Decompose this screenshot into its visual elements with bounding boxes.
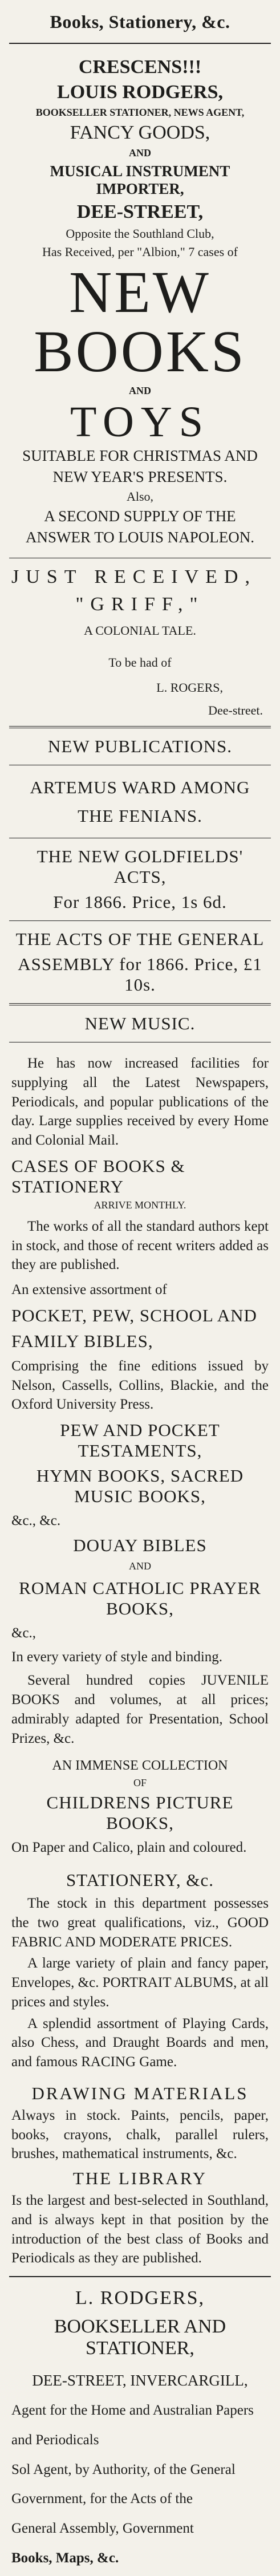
library-paragraph: Is the largest and best-selected in Southland, and is always kept in that position by the introduction of the best class of Books and Periodicals as they are published. bbox=[11, 2193, 269, 2266]
testaments-heading: PEW AND POCKET TESTAMENTS, bbox=[60, 1420, 220, 1461]
footer-sol-line-4: Books, Maps, &c. bbox=[11, 2550, 119, 2566]
goldfields-notice bbox=[11, 838, 269, 920]
and-connector: AND bbox=[129, 385, 151, 396]
assembly-acts-notice bbox=[11, 921, 269, 1003]
douay-heading: DOUAY BIBLES bbox=[73, 1535, 207, 1555]
opposite-line: Opposite the Southland Club, bbox=[66, 226, 214, 241]
new-music-heading: NEW MUSIC. bbox=[84, 1013, 196, 1034]
footer-sol-line-1: Sol Agent, by Authority, of the General bbox=[11, 2461, 236, 2477]
rodgers-advert bbox=[11, 44, 269, 558]
new-year-line: NEW YEAR'S PRESENTS. bbox=[52, 468, 228, 485]
to-be-had: To be had of bbox=[108, 655, 172, 670]
just-received: JUST RECEIVED, bbox=[11, 566, 257, 587]
intro-paragraph: He has now increased facilities for supplying all the Latest Newspapers, Periodicals, and popular publications of the day. Large supplies received by every Home and Colonial Mail. bbox=[11, 1056, 269, 1149]
etc-line: &c., bbox=[11, 1625, 36, 1641]
drawing-heading: DRAWING MATERIALS bbox=[31, 2083, 249, 2103]
griff-advert bbox=[11, 558, 269, 726]
playing-cards-paragraph: A splendid assortment of Playing Cards, also Chess, and Draught Boards and men, and famous RACING Game. bbox=[11, 2015, 269, 2070]
section-header: Books, Stationery, &c. bbox=[50, 11, 230, 32]
of-connector: OF bbox=[133, 1777, 147, 1789]
toys-display: TOYS bbox=[70, 398, 210, 446]
footer-address: DEE-STREET, INVERCARGILL, bbox=[32, 2372, 248, 2390]
colonial-tale: A COLONIAL TALE. bbox=[84, 623, 196, 638]
hymn-books-heading: HYMN BOOKS, SACRED MUSIC BOOKS, bbox=[36, 1466, 244, 1507]
etc-line: &c., &c. bbox=[11, 1513, 61, 1529]
drawing-paragraph: Always in stock. Paints, pencils, paper, books, crayons, chalk, parallel rulers, brushes, mathematical instruments, &c. bbox=[11, 2107, 269, 2162]
merchant-occupation: BOOKSELLER STATIONER, NEWS AGENT, bbox=[35, 107, 245, 118]
albums-paragraph: A large variety of plain and fancy paper, Envelopes, &c. PORTRAIT ALBUMS, at all prices and styles. bbox=[11, 1956, 269, 2010]
goldfields-price: For 1866. Price, 1s 6d. bbox=[53, 892, 227, 912]
juvenile-books-paragraph: Several hundred copies JUVENILE BOOKS and volumes, at all prices; admirably adapted for Presentation, School Prizes, &c. bbox=[11, 1673, 269, 1746]
rogers-signature: L. ROGERS, bbox=[156, 680, 223, 695]
footer-agent-line-1: Agent for the Home and Australian Papers bbox=[11, 2403, 254, 2419]
and-connector: AND bbox=[129, 147, 151, 159]
goldfields-title: THE NEW GOLDFIELDS' ACTS, bbox=[36, 846, 244, 887]
assembly-acts-title: THE ACTS OF THE GENERAL bbox=[15, 929, 265, 950]
merchant-name: LOUIS RODGERS, bbox=[57, 82, 223, 103]
new-music bbox=[11, 1005, 269, 1042]
footer-name: L. RODGERS, bbox=[75, 2287, 205, 2309]
dee-street-signature: Dee-street. bbox=[208, 703, 263, 717]
footer-agent-line-2: and Periodicals bbox=[11, 2432, 99, 2448]
stationery-heading: STATIONERY, &c. bbox=[66, 1870, 214, 1891]
rodgers-footer bbox=[11, 2277, 269, 2576]
new-publications-heading: NEW PUBLICATIONS. bbox=[48, 736, 232, 756]
standard-authors-paragraph: The works of all the standard authors kept in stock, and those of recent writers added as they are published. bbox=[11, 1218, 269, 1273]
arrive-monthly: ARRIVE MONTHLY. bbox=[94, 1199, 186, 1211]
prayer-books-heading: ROMAN CATHOLIC PRAYER BOOKS, bbox=[19, 1577, 261, 1618]
street-name: DEE-STREET, bbox=[76, 201, 204, 222]
griff-title: "GRIFF," bbox=[75, 594, 205, 615]
assembly-acts-price: ASSEMBLY for 1866. Price, £1 10s. bbox=[18, 954, 262, 995]
bibles-heading: POCKET, PEW, SCHOOL AND FAMILY BIBLES, bbox=[11, 1305, 257, 1351]
artemus-ward-title: ARTEMUS WARD AMONG THE FENIANS. bbox=[30, 777, 250, 826]
answer-line: ANSWER TO LOUIS NAPOLEON. bbox=[25, 529, 254, 546]
footer-sol-line-2: Government, for the Acts of the bbox=[11, 2491, 193, 2507]
and-connector: AND bbox=[129, 1560, 151, 1572]
stationery-paragraph: The stock in this department possesses the two great qualifications, viz., GOOD FABRIC AND MODERATE PRICES. bbox=[11, 1896, 269, 1950]
paper-calico-line: On Paper and Calico, plain and coloured. bbox=[11, 1840, 247, 1856]
new-books-display: NEW BOOKS bbox=[34, 259, 246, 384]
immense-collection: AN IMMENSE COLLECTION bbox=[52, 1758, 228, 1774]
cases-heading: CASES OF BOOKS & STATIONERY bbox=[11, 1155, 185, 1196]
footer-title: BOOKSELLER AND STATIONER, bbox=[54, 2316, 226, 2359]
new-publications bbox=[11, 728, 269, 765]
variety-line: In every variety of style and binding. bbox=[11, 1649, 223, 1665]
editions-paragraph: Comprising the fine editions issued by Nelson, Cassells, Collins, Blackie, and the Oxford University Press. bbox=[11, 1358, 269, 1413]
musical-importer: MUSICAL INSTRUMENT IMPORTER, bbox=[50, 163, 230, 197]
artemus-ward-notice bbox=[11, 765, 269, 838]
picture-books-heading: CHILDRENS PICTURE BOOKS, bbox=[46, 1792, 234, 1833]
extensive-assortment: An extensive assortment of bbox=[11, 1282, 167, 1298]
fancy-goods: FANCY GOODS, bbox=[70, 122, 210, 143]
received-line: Has Received, per "Albion," 7 cases of bbox=[42, 245, 238, 259]
stock-advert bbox=[11, 1042, 269, 2276]
crescens-line: CRESCENS!!! bbox=[78, 56, 202, 78]
also-line: Also, bbox=[126, 489, 154, 504]
footer-sol-line-3: General Assembly, Government bbox=[11, 2521, 194, 2537]
library-heading: THE LIBRARY bbox=[72, 2168, 208, 2189]
suitable-line: SUITABLE FOR CHRISTMAS AND bbox=[22, 447, 258, 464]
second-supply-line: A SECOND SUPPLY OF THE bbox=[44, 508, 236, 525]
